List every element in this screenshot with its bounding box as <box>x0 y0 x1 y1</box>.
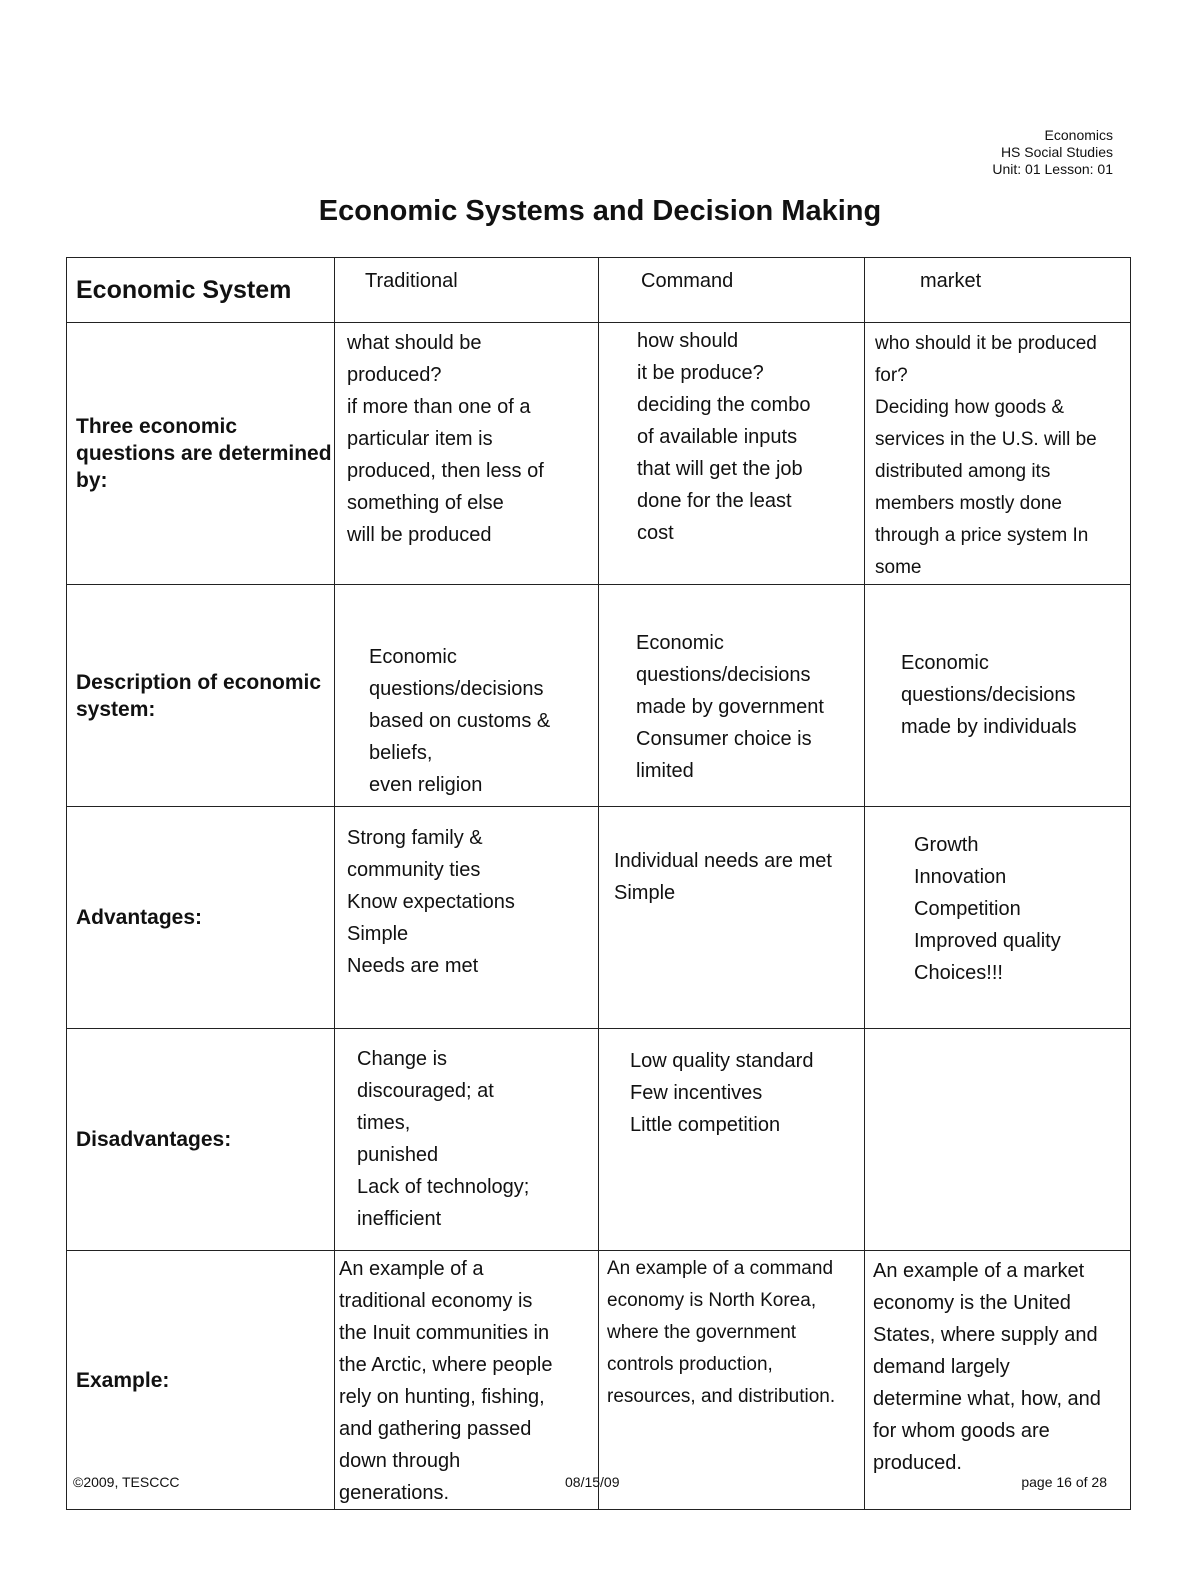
table-row <box>67 585 1131 807</box>
row-label-description: Description of economic system: <box>67 585 335 807</box>
cell-command-advantages: Individual needs are met Simple <box>599 807 865 1029</box>
cell-traditional-disadvantages: Change is discouraged; at times, punished Lack of technology; inefficient <box>335 1029 599 1251</box>
footer-copyright: ©2009, TESCCC <box>73 1474 180 1490</box>
corner-header: Economic System <box>67 258 335 323</box>
table-row <box>67 323 1131 585</box>
cell-market-description: Economic questions/decisions made by individuals <box>865 585 1131 807</box>
document-header <box>992 127 1113 178</box>
cell-command-example: An example of a command economy is North Korea, where the government controls production, resources, and distribution. <box>599 1251 865 1510</box>
table-header-row <box>67 258 1131 323</box>
page-title: Economic Systems and Decision Making <box>318 195 882 227</box>
cell-traditional-questions: what should be produced? if more than one of a particular item is produced, then less of something of else will be produced <box>335 323 599 585</box>
cell-command-disadvantages: Low quality standard Few incentives Little competition <box>599 1029 865 1251</box>
table-row <box>67 1029 1131 1251</box>
cell-command-questions: how should it be produce? deciding the combo of available inputs that will get the job done for the least cost <box>599 323 865 585</box>
row-label-example: Example: <box>67 1251 335 1510</box>
cell-traditional-advantages: Strong family & community ties Know expectations Simple Needs are met <box>335 807 599 1029</box>
economic-systems-table <box>66 257 1131 1510</box>
cell-command-description: Economic questions/decisions made by government Consumer choice is limited <box>599 585 865 807</box>
table-row <box>67 1251 1131 1510</box>
column-header-market: market <box>865 258 1131 323</box>
table-row <box>67 807 1131 1029</box>
footer-date: 08/15/09 <box>565 1474 620 1490</box>
column-header-traditional: Traditional <box>335 258 599 323</box>
cell-market-example: An example of a market economy is the United States, where supply and demand largely determine what, how, and for whom goods are produced. <box>865 1251 1131 1510</box>
row-label-economic-questions: Three economic questions are determined by: <box>67 323 335 585</box>
row-label-advantages: Advantages: <box>67 807 335 1029</box>
cell-market-advantages: Growth Innovation Competition Improved quality Choices!!! <box>865 807 1131 1029</box>
header-unit-lesson: Unit: 01 Lesson: 01 <box>992 161 1113 177</box>
header-course: HS Social Studies <box>1000 144 1113 160</box>
cell-traditional-example: An example of a traditional economy is the Inuit communities in the Arctic, where people rely on hunting, fishing, and gathering passed down through generations. <box>335 1251 599 1510</box>
cell-market-questions: who should it be produced for? Deciding how goods & services in the U.S. will be distributed among its members mostly done through a price system In some <box>865 323 1131 585</box>
row-label-disadvantages: Disadvantages: <box>67 1029 335 1251</box>
footer-page-number: page 16 of 28 <box>1021 1474 1107 1490</box>
column-header-command: Command <box>599 258 865 323</box>
header-subject: Economics <box>1044 127 1113 143</box>
cell-traditional-description: Economic questions/decisions based on customs & beliefs, even religion <box>335 585 599 807</box>
cell-market-disadvantages <box>865 1029 1131 1251</box>
